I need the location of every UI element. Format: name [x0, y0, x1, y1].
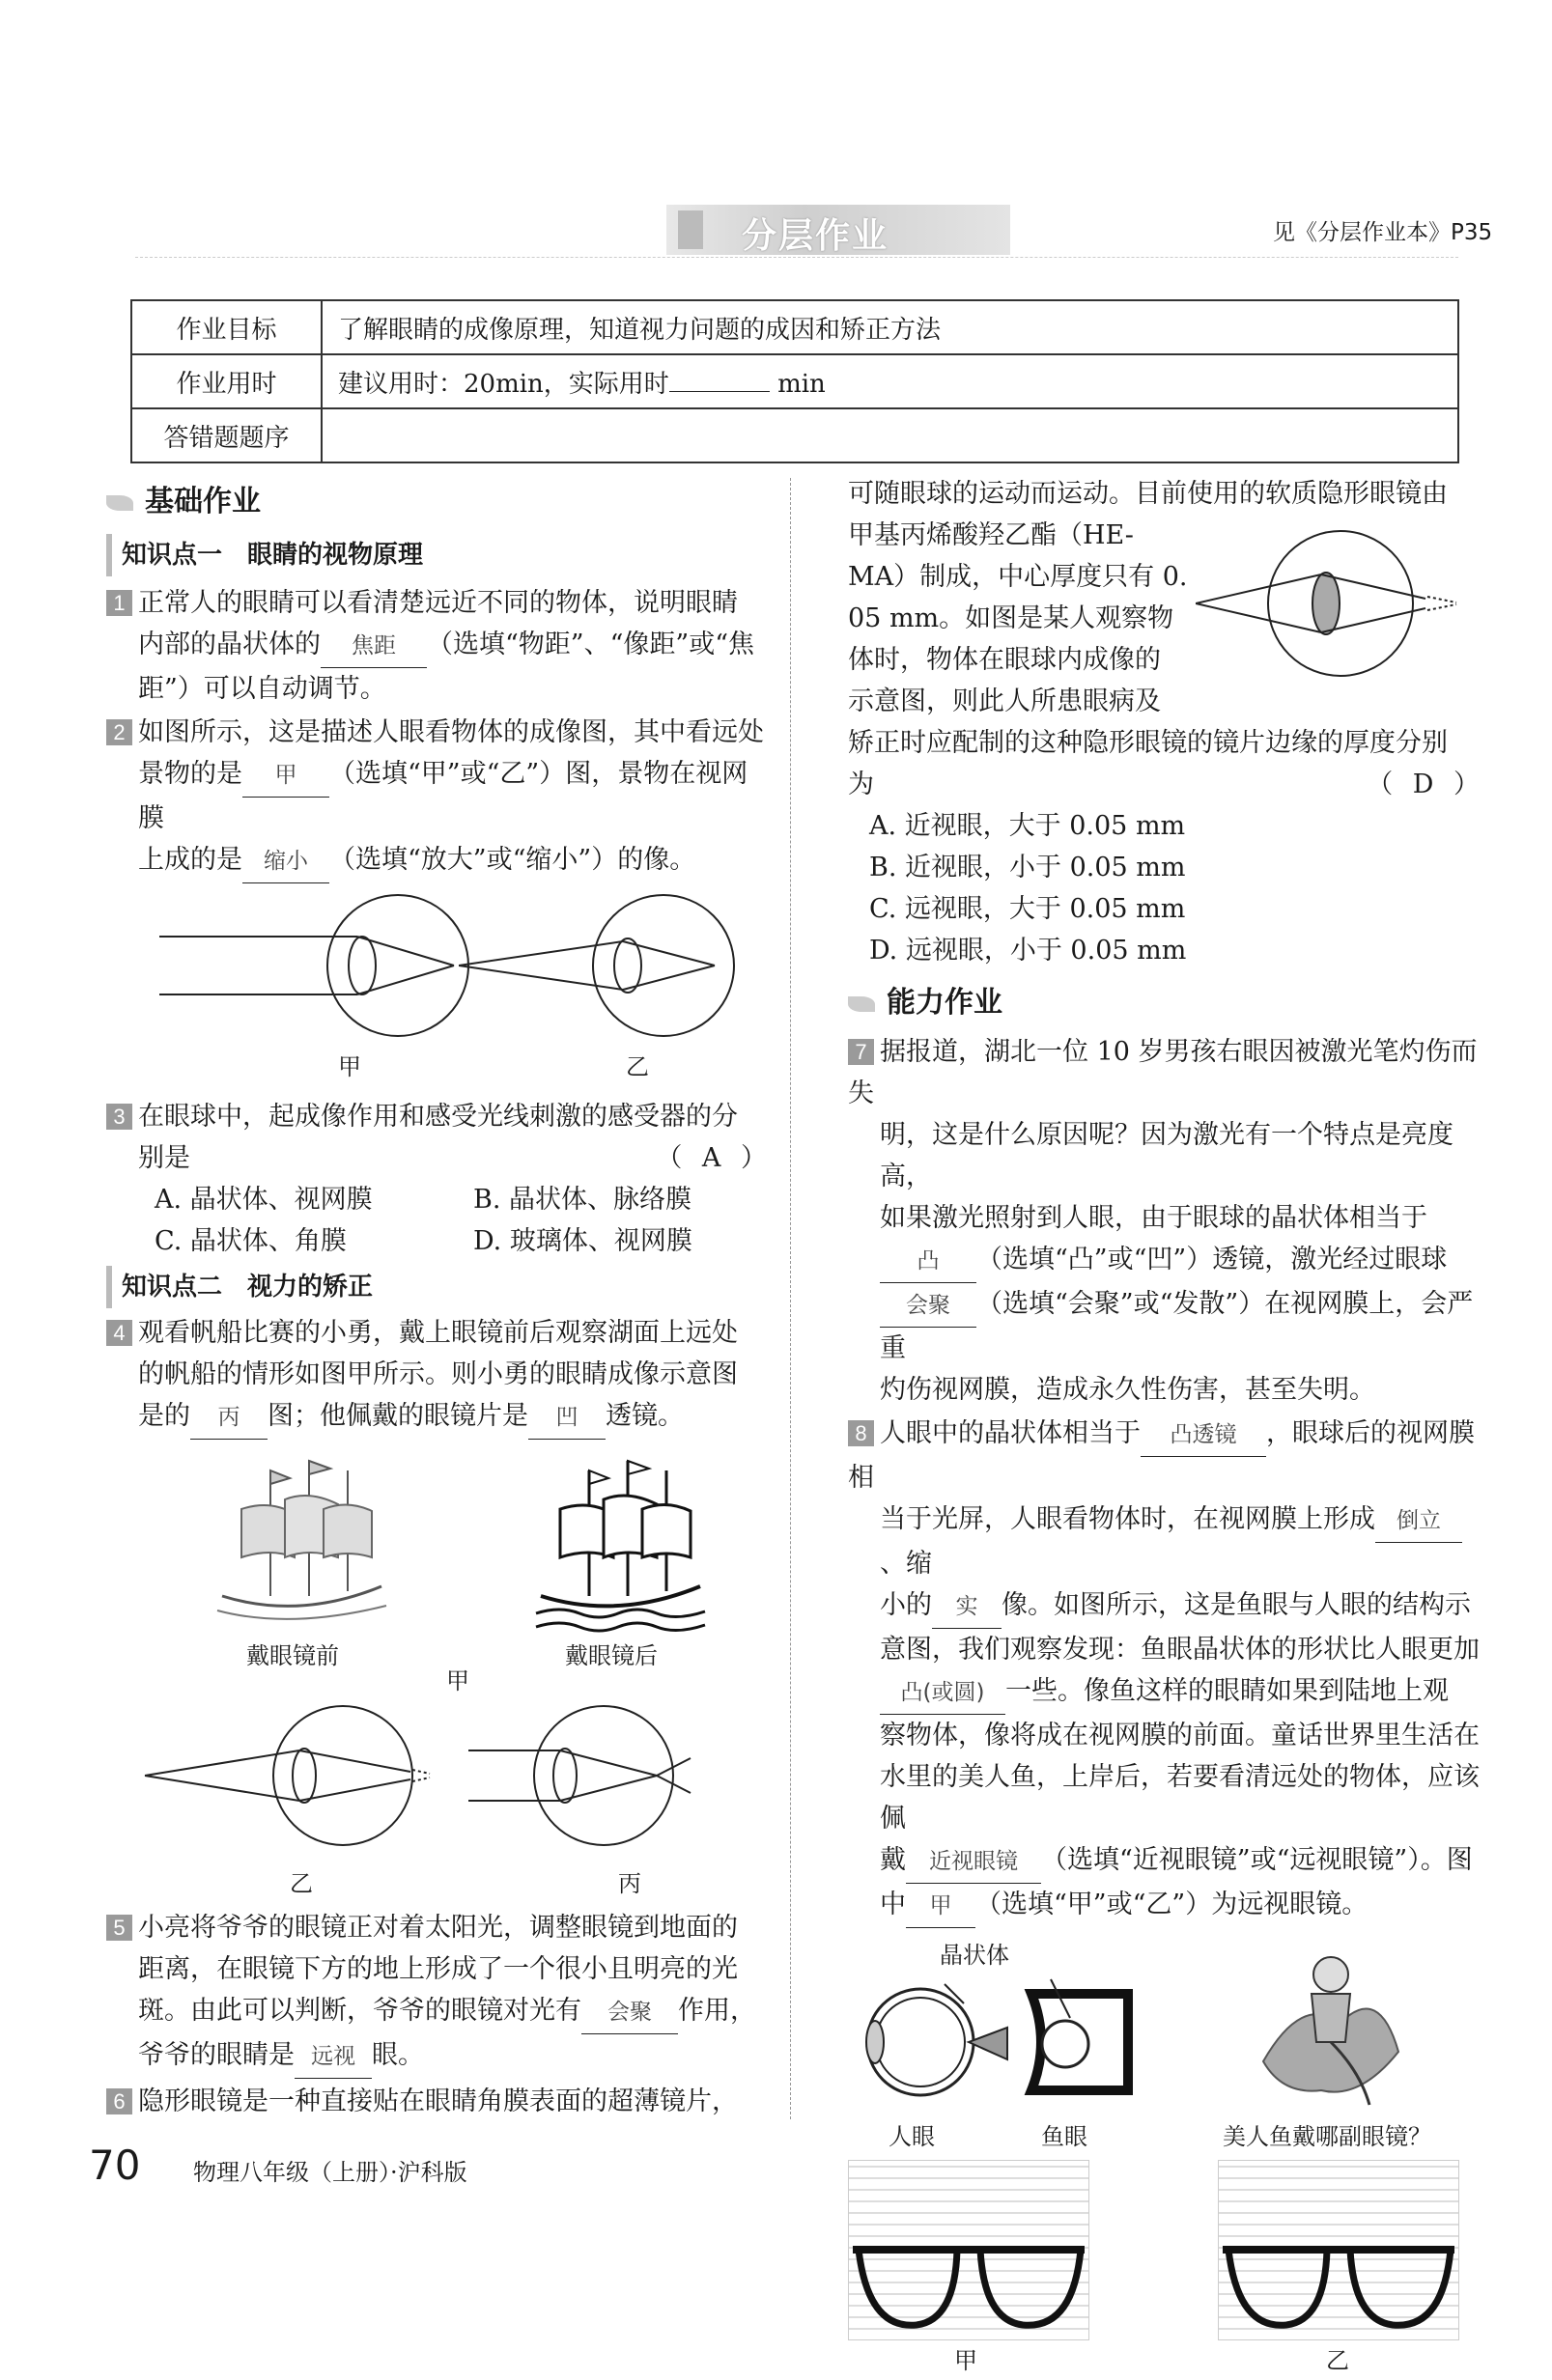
- answer-blank[interactable]: 会聚: [581, 1992, 678, 2034]
- q1-text: （选填“物距”、“像距”或“焦: [427, 630, 755, 659]
- q6-text: 体时，物体在眼球内成像的: [848, 645, 1161, 675]
- section-ability: [848, 979, 1485, 1027]
- question-number: 6: [106, 2088, 132, 2114]
- answer-blank[interactable]: 会聚: [880, 1285, 976, 1328]
- q8-text: 中: [880, 1890, 906, 1919]
- q8-text: 一些。像鱼这样的眼睛如果到陆地上观: [1005, 1676, 1449, 1706]
- header-rule: [135, 257, 1458, 258]
- q6-text: 05 mm。如图是某人观察物: [848, 603, 1174, 633]
- q4-text: 透镜。: [606, 1401, 684, 1431]
- q2-text: 如图所示，这是描述人眼看物体的成像图，其中看远处: [138, 717, 764, 747]
- question-number: 4: [106, 1320, 132, 1346]
- question-number: 2: [106, 719, 132, 745]
- question-number: 5: [106, 1915, 132, 1941]
- answer-bracket[interactable]: （ A ）: [656, 1143, 773, 1173]
- answer-blank[interactable]: 远视: [295, 2036, 372, 2079]
- question-2: [106, 712, 773, 883]
- q8-text: 戴: [880, 1845, 906, 1875]
- answer-blank[interactable]: 倒立: [1375, 1500, 1462, 1543]
- q5-text: 小亮将爷爷的眼镜正对着太阳光，调整眼镜到地面的: [138, 1913, 738, 1943]
- q6-text: 甲基丙烯酸羟乙酯（HE-: [848, 520, 1134, 550]
- table-label: 作业用时: [131, 354, 322, 408]
- page-number: 70: [89, 2142, 141, 2189]
- header-banner: [666, 205, 1010, 255]
- answer-blank[interactable]: 丙: [190, 1397, 268, 1440]
- q8-text: ，眼球后的视网膜相: [848, 1418, 1475, 1493]
- q4-text: 的帆船的情形如图甲所示。则小勇的眼睛成像示意图: [138, 1359, 738, 1389]
- q8-text: 像。如图所示，这是鱼眼与人眼的结构示: [1002, 1590, 1471, 1620]
- caption-after: 戴眼镜后: [565, 1642, 658, 1669]
- caption-yi: 乙: [1326, 2347, 1349, 2374]
- q4-text: 图；他佩戴的眼镜片是: [268, 1401, 528, 1431]
- leaf-icon: [848, 996, 875, 1012]
- caption-mermaid: 美人鱼戴哪副眼镜？: [1223, 2123, 1431, 2150]
- option-c[interactable]: C. 晶状体、角膜: [155, 1226, 347, 1256]
- q2-captions: [106, 1048, 773, 1090]
- question-3: [106, 1096, 773, 1262]
- option-c[interactable]: C. 远视眼，大于 0.05 mm: [869, 894, 1186, 924]
- column-divider: [790, 478, 791, 2119]
- eye-diagram-yi: [459, 893, 748, 1038]
- question-number: 8: [848, 1420, 874, 1446]
- q5-text: 爷爷的眼睛是: [138, 2040, 295, 2070]
- q7-text: 如果激光照射到人眼，由于眼球的晶状体相当于: [880, 1203, 1427, 1233]
- answer-blank[interactable]: 甲: [242, 755, 329, 798]
- option-b[interactable]: B. 晶状体、脉络膜: [473, 1185, 692, 1215]
- eye-diagram-yi: [140, 1700, 439, 1855]
- mermaid-image: [1244, 1936, 1408, 2110]
- question-8: [848, 1413, 1485, 1928]
- section-basic: [106, 478, 773, 526]
- answer-blank[interactable]: 凸: [880, 1241, 976, 1283]
- table-label: 答错题题序: [131, 408, 322, 462]
- q8-text: 人眼中的晶状体相当于: [880, 1418, 1141, 1448]
- caption-jia: 甲: [338, 1053, 361, 1080]
- ship-after-image: [522, 1451, 715, 1644]
- caption-bing: 丙: [618, 1870, 641, 1897]
- question-number: 1: [106, 590, 132, 616]
- q6-text: 矫正时应配制的这种隐形眼镜的镜片边缘的厚度分别: [848, 728, 1448, 758]
- q4-ships: [106, 1451, 773, 1693]
- q4-text: 是的: [138, 1401, 190, 1431]
- question-number: 7: [848, 1039, 874, 1065]
- eye-diagram-bing: [468, 1700, 768, 1855]
- table-value: 了解眼睛的成像原理，知道视力问题的成因和矫正方法: [322, 300, 1458, 354]
- answer-blank[interactable]: 甲: [906, 1886, 975, 1928]
- caption-before: 戴眼镜前: [246, 1642, 339, 1669]
- q8-text: （选填“近视眼镜”或“远视眼镜”）。图: [1041, 1845, 1473, 1875]
- knowledge-point-1: 知识点一 眼睛的视物原理: [106, 534, 773, 576]
- answer-blank[interactable]: 凸透镜: [1141, 1414, 1266, 1457]
- header-ref: 见《分层作业本》P35: [1273, 220, 1493, 245]
- option-d[interactable]: D. 玻璃体、视网膜: [473, 1226, 692, 1256]
- q8-figures: [848, 1936, 1485, 2380]
- q2-text: （选填“甲”或“乙”）图，景物在视网膜: [138, 759, 748, 833]
- answer-blank[interactable]: 凹: [528, 1397, 606, 1440]
- leaf-icon: [106, 495, 133, 511]
- table-row: [131, 354, 1458, 408]
- table-label: 作业目标: [131, 300, 322, 354]
- glasses-jia-frame: [849, 2161, 1088, 2339]
- q6-text: 可随眼球的运动而运动。目前使用的软质隐形眼镜由: [848, 479, 1448, 509]
- q6-eye-diagram: [1196, 521, 1485, 686]
- glasses-yi-image: [1218, 2160, 1459, 2340]
- q5-text: 作用，: [678, 1996, 756, 2026]
- q2-diagrams: [106, 893, 773, 1048]
- left-column: [106, 478, 773, 2122]
- answer-blank[interactable]: 近视眼镜: [906, 1841, 1041, 1884]
- q8-text: （选填“甲”或“乙”）为远视眼镜。: [975, 1890, 1369, 1919]
- q7-text: 灼伤视网膜，造成永久性伤害，甚至失明。: [880, 1375, 1375, 1405]
- option-a[interactable]: A. 晶状体、视网膜: [155, 1185, 373, 1215]
- question-1: [106, 582, 773, 710]
- caption-yi: 乙: [626, 1053, 649, 1080]
- caption-yi: 乙: [290, 1870, 313, 1897]
- answer-blank[interactable]: 焦距: [321, 626, 427, 668]
- option-b[interactable]: B. 近视眼，小于 0.05 mm: [869, 853, 1186, 882]
- q6-text: 示意图，则此人所患眼病及: [848, 686, 1161, 716]
- homework-table: [130, 299, 1459, 463]
- q1-text: 内部的晶状体的: [138, 630, 321, 659]
- fish-eye-diagram: [1012, 1974, 1147, 2110]
- question-7: [848, 1031, 1485, 1411]
- q4-captions: [106, 1864, 773, 1903]
- q7-text: （选填“会聚”或“发散”）在视网膜上，会严重: [880, 1289, 1474, 1363]
- q2-text: 景物的是: [138, 759, 242, 789]
- q7-text: 据报道，湖北一位 10 岁男孩右眼因被激光笔灼伤而失: [848, 1037, 1478, 1108]
- table-value: [322, 354, 1458, 408]
- q4-text: 观看帆船比赛的小勇，戴上眼镜前后观察湖面上远处: [138, 1318, 738, 1348]
- ship-before-image: [203, 1451, 396, 1644]
- q8-text: 察物体，像将成在视网膜的前面。童话世界里生活在: [880, 1721, 1480, 1750]
- q6-text: 隐形眼镜是一种直接贴在眼睛角膜表面的超薄镜片，: [138, 2086, 738, 2116]
- book-title: 物理八年级（上册）·沪科版: [193, 2159, 467, 2186]
- knowledge-point-2: 知识点二 视力的矫正: [106, 1266, 773, 1308]
- q5-text: 眼。: [372, 2040, 424, 2070]
- option-a[interactable]: A. 近视眼，大于 0.05 mm: [869, 811, 1186, 841]
- question-6: [106, 2081, 773, 2122]
- glasses-yi-frame: [1219, 2161, 1458, 2339]
- q3-text: 别是: [138, 1143, 190, 1173]
- q8-text: 当于光屏，人眼看物体时，在视网膜上形成: [880, 1504, 1375, 1534]
- question-4: [106, 1312, 773, 1440]
- time-blank[interactable]: [669, 370, 770, 392]
- option-d[interactable]: D. 远视眼，小于 0.05 mm: [869, 936, 1187, 966]
- q8-text: 、缩: [880, 1549, 932, 1579]
- banner-title: 分层作业: [742, 216, 889, 256]
- table-row: [131, 408, 1458, 462]
- question-number: 3: [106, 1104, 132, 1130]
- caption-jia: 甲: [954, 2347, 977, 2374]
- answer-blank[interactable]: 缩小: [242, 841, 329, 883]
- q8-text: 小的: [880, 1590, 932, 1620]
- q3-text: 在眼球中，起成像作用和感受光线刺激的感受器的分: [138, 1102, 738, 1132]
- time-suffix: min: [777, 369, 826, 399]
- caption-human-eye: 人眼: [889, 2123, 935, 2150]
- answer-blank[interactable]: 实: [932, 1586, 1002, 1629]
- caption-jia: 甲: [446, 1667, 469, 1694]
- lens-label: 晶状体: [940, 1942, 1009, 1969]
- q4-eye-diagrams: [106, 1700, 773, 1864]
- time-prefix: 建议用时：20min，实际用时: [338, 369, 669, 399]
- q7-text: 明，这是什么原因呢？因为激光有一个特点是亮度高，: [880, 1120, 1453, 1191]
- q2-text: 上成的是: [138, 845, 242, 875]
- answer-blank[interactable]: 凸(或圆): [880, 1672, 1005, 1715]
- q6-text: MA）制成，中心厚度只有 0.: [848, 562, 1188, 592]
- q1-text: 距”）可以自动调节。: [138, 674, 386, 704]
- q2-text: （选填“放大”或“缩小”）的像。: [329, 845, 696, 875]
- q8-text: 意图，我们观察发现：鱼眼晶状体的形状比人眼更加: [880, 1635, 1480, 1665]
- answer-bracket[interactable]: （ D ）: [1367, 770, 1485, 799]
- section-basic-title: 基础作业: [145, 485, 261, 518]
- glasses-jia-image: [848, 2160, 1089, 2340]
- q6-text: 为: [848, 770, 874, 799]
- right-column: [848, 473, 1485, 2380]
- eye-diagram-jia: [159, 893, 478, 1038]
- q5-text: 距离，在眼镜下方的地上形成了一个很小且明亮的光: [138, 1954, 738, 1984]
- human-eye-diagram: [848, 1974, 1012, 2110]
- banner-mark: [678, 210, 703, 249]
- q7-text: （选填“凸”或“凹”）透镜，激光经过眼球: [976, 1245, 1448, 1274]
- q5-text: 斑。由此可以判断，爷爷的眼镜对光有: [138, 1996, 581, 2026]
- section-ability-title: 能力作业: [887, 986, 1002, 1020]
- table-value[interactable]: [322, 408, 1458, 462]
- question-5: [106, 1907, 773, 2079]
- table-row: [131, 300, 1458, 354]
- caption-fish-eye: 鱼眼: [1041, 2123, 1087, 2150]
- q1-text: 正常人的眼睛可以看清楚远近不同的物体，说明眼睛: [138, 588, 738, 618]
- q8-text: 水里的美人鱼，上岸后，若要看清远处的物体，应该佩: [880, 1762, 1480, 1834]
